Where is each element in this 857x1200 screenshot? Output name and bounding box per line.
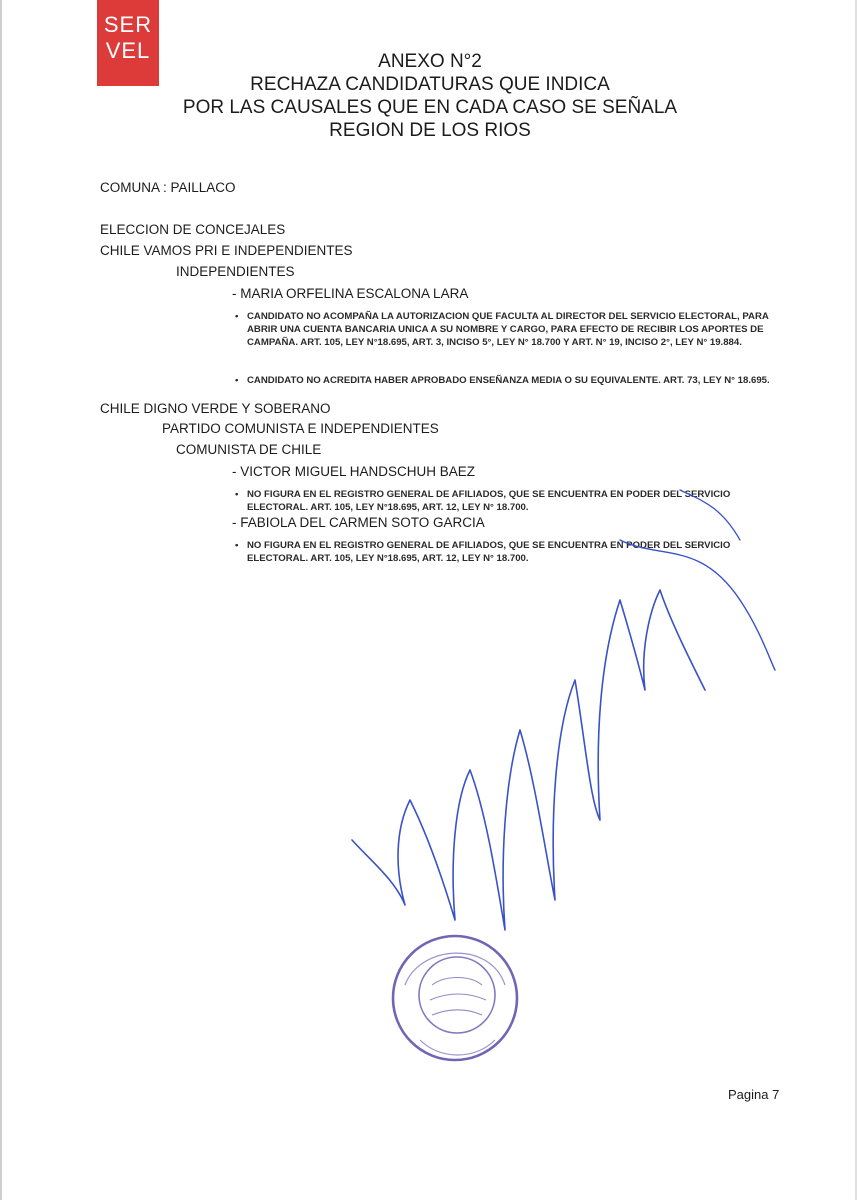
signature-scribble [352, 590, 705, 930]
signature-stroke [680, 490, 740, 540]
official-stamp [393, 936, 517, 1060]
pacto-2-name: CHILE DIGNO VERDE Y SOBERANO [100, 401, 331, 416]
reason-text: CANDIDATO NO ACOMPAÑA LA AUTORIZACION QUE FACULTA AL DIRECTOR DEL SERVICIO ELECTORAL, PARA ABRIR UNA CUENTA BANCARIA UNICA A SU NOMBRE Y CARGO, PARA EFECTO DE RECIBIR LOS APORTES DE CAMPAÑA. ART. 105, LEY N°18.695, ART. 3, INCISO 5°, LEY N° 18.700 Y ART. N° 19, INCISO 2°, LEY N° 19.884. [247, 311, 769, 348]
rejection-reason: • NO FIGURA EN EL REGISTRO GENERAL DE AFILIADOS, QUE SE ENCUENTRA EN PODER DEL SERVICIO ELECTORAL. ART. 105, LEY N°18.695, ART. 12, LEY N° 18.700. [235, 489, 731, 513]
pacto-1-subpacto: INDEPENDIENTES [176, 264, 295, 279]
heading-line-4: REGION DE LOS RIOS [329, 120, 531, 141]
pacto-1-name: CHILE VAMOS PRI E INDEPENDIENTES [100, 243, 353, 258]
heading-line-1: ANEXO N°2 [378, 51, 482, 72]
candidate-name: - VICTOR MIGUEL HANDSCHUH BAEZ [232, 464, 476, 479]
page-number: Pagina 7 [728, 1087, 780, 1102]
signature-tail [620, 540, 775, 670]
heading-line-2: RECHAZA CANDIDATURAS QUE INDICA [250, 74, 610, 95]
candidate-name: - MARIA ORFELINA ESCALONA LARA [232, 286, 469, 301]
election-type: ELECCION DE CONCEJALES [100, 222, 286, 237]
rejection-reason: • NO FIGURA EN EL REGISTRO GENERAL DE AFILIADOS, QUE SE ENCUENTRA EN PODER DEL SERVICIO ELECTORAL. ART. 105, LEY N°18.695, ART. 12, LEY N° 18.700. [235, 540, 731, 564]
reason-text: NO FIGURA EN EL REGISTRO GENERAL DE AFILIADOS, QUE SE ENCUENTRA EN PODER DEL SERVICIO ELECTORAL. ART. 105, LEY N°18.695, ART. 12, LEY N° 18.700. [247, 540, 731, 564]
rejection-reason: • CANDIDATO NO ACREDITA HABER APROBADO ENSEÑANZA MEDIA O SU EQUIVALENTE. ART. 73, LEY N° 18.695. [235, 375, 770, 386]
reason-text: NO FIGURA EN EL REGISTRO GENERAL DE AFILIADOS, QUE SE ENCUENTRA EN PODER DEL SERVICIO ELECTORAL. ART. 105, LEY N°18.695, ART. 12, LEY N° 18.700. [247, 489, 731, 513]
reason-text: CANDIDATO NO ACREDITA HABER APROBADO ENSEÑANZA MEDIA O SU EQUIVALENTE. ART. 73, LEY N° 18.695. [247, 375, 770, 386]
pacto-2-subpacto: PARTIDO COMUNISTA E INDEPENDIENTES [162, 421, 439, 436]
logo-line-1: SER [103, 12, 153, 37]
party-name: COMUNISTA DE CHILE [176, 442, 322, 457]
rejection-reason: • CANDIDATO NO ACOMPAÑA LA AUTORIZACION QUE FACULTA AL DIRECTOR DEL SERVICIO ELECTORAL, PARA ABRIR UNA CUENTA BANCARIA UNICA A SU NOMBRE Y CARGO, PARA EFECTO DE RECIBIR LOS APORTES DE CAMPAÑA. ART. 105, LEY N°18.695, ART. 3, INCISO 5°, LEY N° 18.700 Y ART. N° 19, INCISO 2°, LEY N° 19.884. [235, 311, 769, 348]
candidate-name: - FABIOLA DEL CARMEN SOTO GARCIA [232, 515, 485, 530]
heading-line-3: POR LAS CAUSALES QUE EN CADA CASO SE SEÑALA [182, 97, 678, 118]
comuna-label: COMUNA : PAILLACO [100, 180, 236, 195]
logo-line-2: VEL [105, 38, 151, 63]
